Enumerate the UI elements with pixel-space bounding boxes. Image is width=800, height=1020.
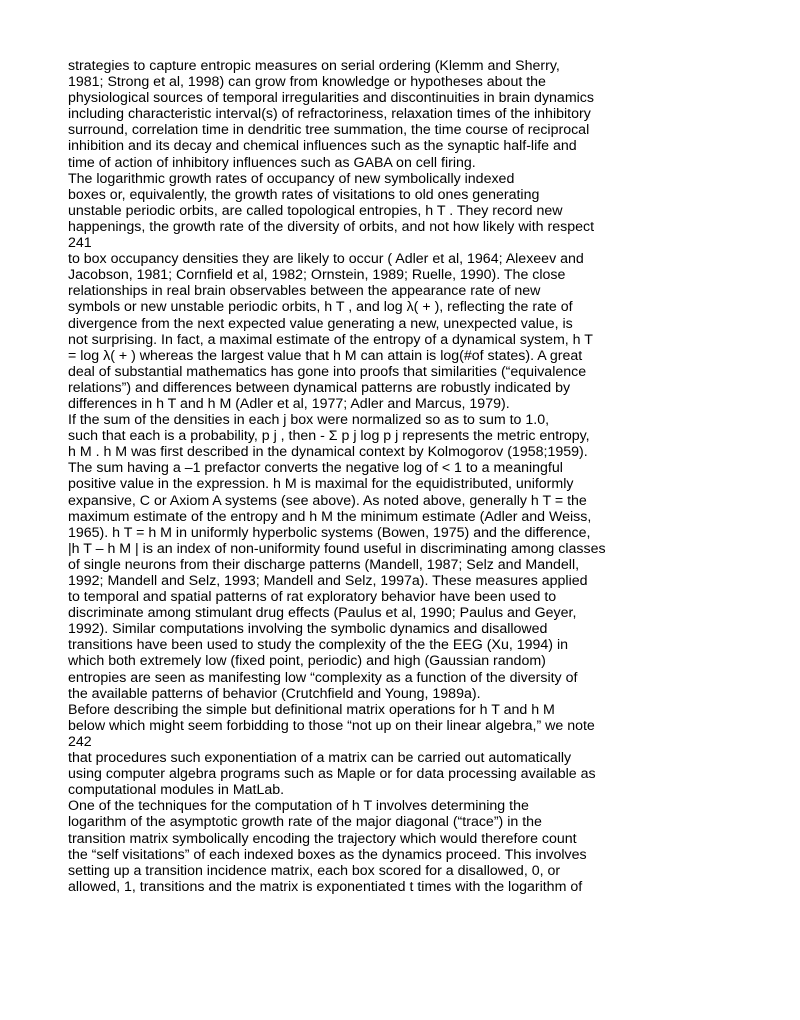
text-line: deal of substantial mathematics has gone into proofs that similarities (“equivalence bbox=[68, 363, 587, 380]
text-line: 1992; Mandell and Selz, 1993; Mandell and Selz, 1997a). These measures applied bbox=[68, 573, 588, 589]
text-line: which both extremely low (fixed point, periodic) and high (Gaussian random) bbox=[68, 653, 546, 670]
text-line: h M . h M was first described in the dynamical context by Kolmogorov (1958;1959). bbox=[68, 444, 588, 461]
text-line: symbols or new unstable periodic orbits, h T , and log λ( + ), reflecting the rate of bbox=[68, 299, 573, 316]
page-number: 242 bbox=[68, 733, 92, 750]
text-line: Jacobson, 1981; Cornfield et al, 1982; Ornstein, 1989; Ruelle, 1990). The close bbox=[68, 267, 566, 284]
text-line: = log λ( + ) whereas the largest value that h M can attain is log(#of states). A great bbox=[68, 347, 583, 364]
text-line: The sum having a –1 prefactor converts the negative log of < 1 to a meaningful bbox=[68, 460, 563, 477]
text-line: entropies are seen as manifesting low “complexity as a function of the diversity of bbox=[68, 669, 578, 686]
text-line: inhibition and its decay and chemical influences such as the synaptic half-life and bbox=[68, 138, 577, 155]
text-line: the “self visitations” of each indexed boxes as the dynamics proceed. This involves bbox=[68, 846, 587, 863]
text-line: such that each is a probability, p j , then - Σ p j log p j represents the metric entropy, bbox=[68, 428, 590, 445]
text-line: allowed, 1, transitions and the matrix is exponentiated t times with the logarithm of bbox=[68, 878, 583, 895]
text-line: relations”) and differences between dynamical patterns are robustly indicated by bbox=[68, 379, 571, 396]
text-line: boxes or, equivalently, the growth rates of visitations to old ones generating bbox=[68, 186, 540, 203]
text-line: expansive, C or Axiom A systems (see above). As noted above, generally h T = the bbox=[68, 492, 587, 509]
text-line: logarithm of the asymptotic growth rate of the major diagonal (“trace”) in the bbox=[68, 814, 542, 831]
text-line: to box occupancy densities they are likely to occur ( Adler et al, 1964; Alexeev and bbox=[68, 251, 584, 268]
text-line: happenings, the growth rate of the diversity of orbits, and not how likely with respect bbox=[68, 218, 595, 235]
text-line: the available patterns of behavior (Crutchfield and Young, 1989a). bbox=[68, 685, 481, 702]
text-line: 1992). Similar computations involving the symbolic dynamics and disallowed bbox=[68, 621, 548, 638]
text-line: unstable periodic orbits, are called topological entropies, h T . They record new bbox=[68, 202, 563, 219]
text-line: using computer algebra programs such as Maple or for data processing available as bbox=[68, 766, 596, 783]
text-line: time of action of inhibitory influences such as GABA on cell firing. bbox=[68, 154, 476, 171]
text-line: including characteristic interval(s) of refractoriness, relaxation times of the inhibitory bbox=[68, 106, 591, 123]
page-number: 241 bbox=[68, 235, 92, 252]
text-line: 1981; Strong et al, 1998) can grow from knowledge or hypotheses about the bbox=[68, 74, 546, 91]
text-line: One of the techniques for the computation of h T involves determining the bbox=[68, 798, 529, 815]
text-line: to temporal and spatial patterns of rat exploratory behavior have been used to bbox=[68, 589, 557, 606]
text-line: relationships in real brain observables between the appearance rate of new bbox=[68, 283, 541, 300]
text-line: below which might seem forbidding to those “not up on their linear algebra,” we note bbox=[68, 717, 595, 734]
text-line: of single neurons from their discharge patterns (Mandell, 1987; Selz and Mandell, bbox=[68, 556, 580, 573]
text-line: strategies to capture entropic measures on serial ordering (Klemm and Sherry, bbox=[68, 58, 560, 74]
text-line: differences in h T and h M (Adler et al, 1977; Adler and Marcus, 1979). bbox=[68, 395, 510, 412]
text-line: The logarithmic growth rates of occupancy of new symbolically indexed bbox=[68, 170, 515, 187]
text-line: positive value in the expression. h M is maximal for the equidistributed, uniformly bbox=[68, 476, 574, 493]
text-line: transition matrix symbolically encoding the trajectory which would therefore count bbox=[68, 830, 577, 847]
text-line: maximum estimate of the entropy and h M the minimum estimate (Adler and Weiss, bbox=[68, 508, 592, 525]
text-line: discriminate among stimulant drug effects (Paulus et al, 1990; Paulus and Geyer, bbox=[68, 605, 577, 622]
text-line: divergence from the next expected value generating a new, unexpected value, is bbox=[68, 315, 573, 332]
text-line: transitions have been used to study the complexity of the the EEG (Xu, 1994) in bbox=[68, 637, 569, 654]
text-line: If the sum of the densities in each j box were normalized so as to sum to 1.0, bbox=[68, 412, 550, 429]
text-line: Before describing the simple but definitional matrix operations for h T and h M bbox=[68, 701, 555, 718]
text-line: not surprising. In fact, a maximal estimate of the entropy of a dynamical system, h T bbox=[68, 331, 593, 348]
text-line: |h T – h M | is an index of non-uniformity found useful in discriminating among classes bbox=[68, 540, 606, 557]
text-line: computational modules in MatLab. bbox=[68, 782, 285, 799]
text-line: physiological sources of temporal irregularities and discontinuities in brain dynamics bbox=[68, 90, 594, 107]
document-page bbox=[68, 58, 788, 895]
text-line: setting up a transition incidence matrix, each box scored for a disallowed, 0, or bbox=[68, 862, 561, 879]
text-line: 1965). h T = h M in uniformly hyperbolic systems (Bowen, 1975) and the difference, bbox=[68, 524, 591, 541]
text-line: surround, correlation time in dendritic tree summation, the time course of reciprocal bbox=[68, 122, 590, 139]
text-line: that procedures such exponentiation of a matrix can be carried out automatically bbox=[68, 750, 572, 767]
